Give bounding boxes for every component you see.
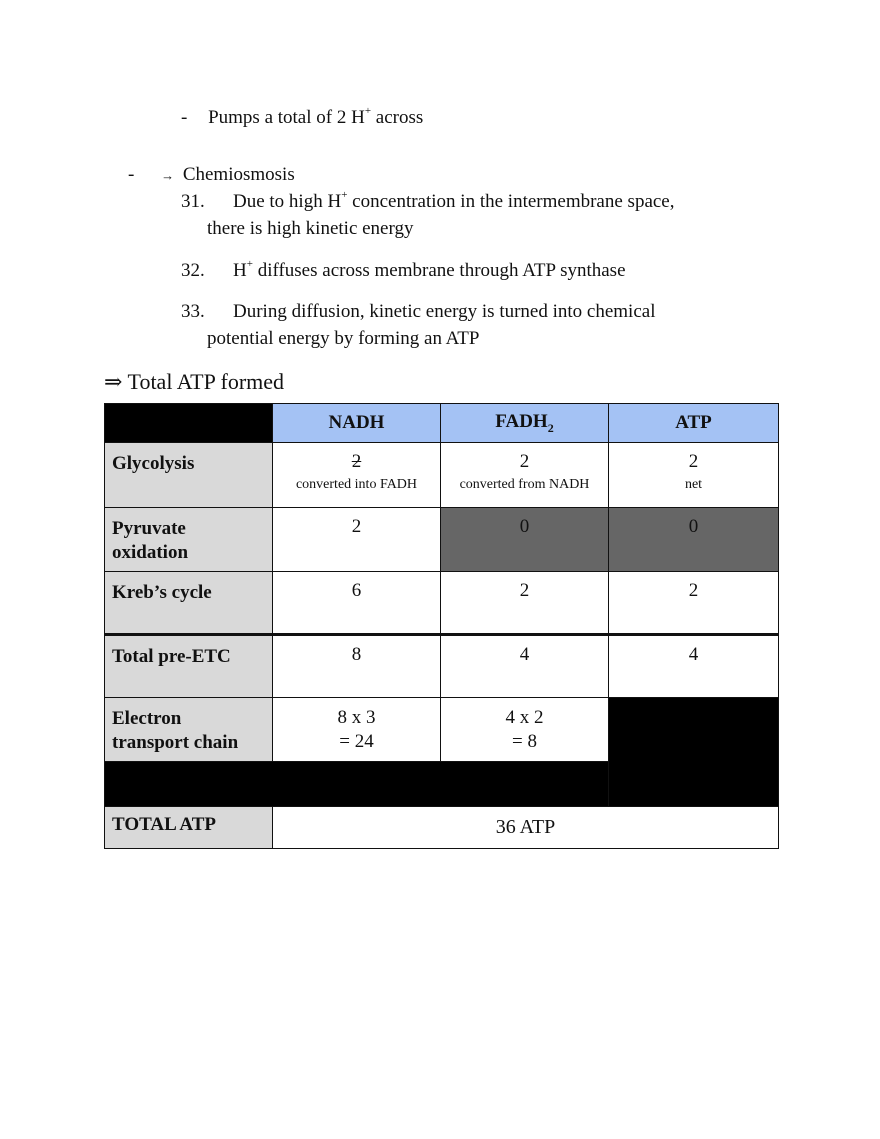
atp-table <box>104 403 779 849</box>
list-item-33: 33. During diffusion, kinetic energy is turned into chemical <box>181 301 656 322</box>
implies-arrow-icon: ⇒ <box>104 369 123 394</box>
list-item-33-cont: potential energy by forming an ATP <box>207 328 480 349</box>
chemiosmosis-heading: - → Chemiosmosis <box>128 164 295 185</box>
section-heading: ⇒ Total ATP formed <box>104 369 285 394</box>
pump-note: - Pumps a total of 2 H+ across <box>181 105 424 128</box>
table-row: Total pre-ETC 8 4 4 <box>105 635 779 698</box>
corner-cell <box>105 404 273 443</box>
table-row: Electron transport chain 8 x 3 = 24 4 x 2 = 8 <box>105 698 779 762</box>
blank-black-cell <box>609 698 779 807</box>
table-row: Glycolysis 2 converted into FADH 2 converted from NADH 2 net <box>105 443 779 508</box>
table-header-row <box>105 404 779 443</box>
bullet: - <box>181 107 188 128</box>
arrow-icon: → <box>161 168 175 183</box>
list-item-31-cont: there is high kinetic energy <box>207 218 414 239</box>
bullet: - <box>128 164 135 185</box>
list-item-31: 31. Due to high H+ concentration in the intermembrane space, <box>181 189 675 212</box>
header-fadh2: $FADH_2$ <box>441 404 609 443</box>
table-row: Kreb’s cycle 6 2 2 <box>105 572 779 635</box>
table-row-total: TOTAL ATP 36 ATP <box>105 807 779 849</box>
header-nadh: NADH <box>273 404 441 443</box>
header-atp: ATP <box>609 404 779 443</box>
table-row: Pyruvate oxidation 2 0 0 <box>105 508 779 572</box>
list-item-32: 32. H+ diffuses across membrane through ATP synthase <box>181 258 626 281</box>
